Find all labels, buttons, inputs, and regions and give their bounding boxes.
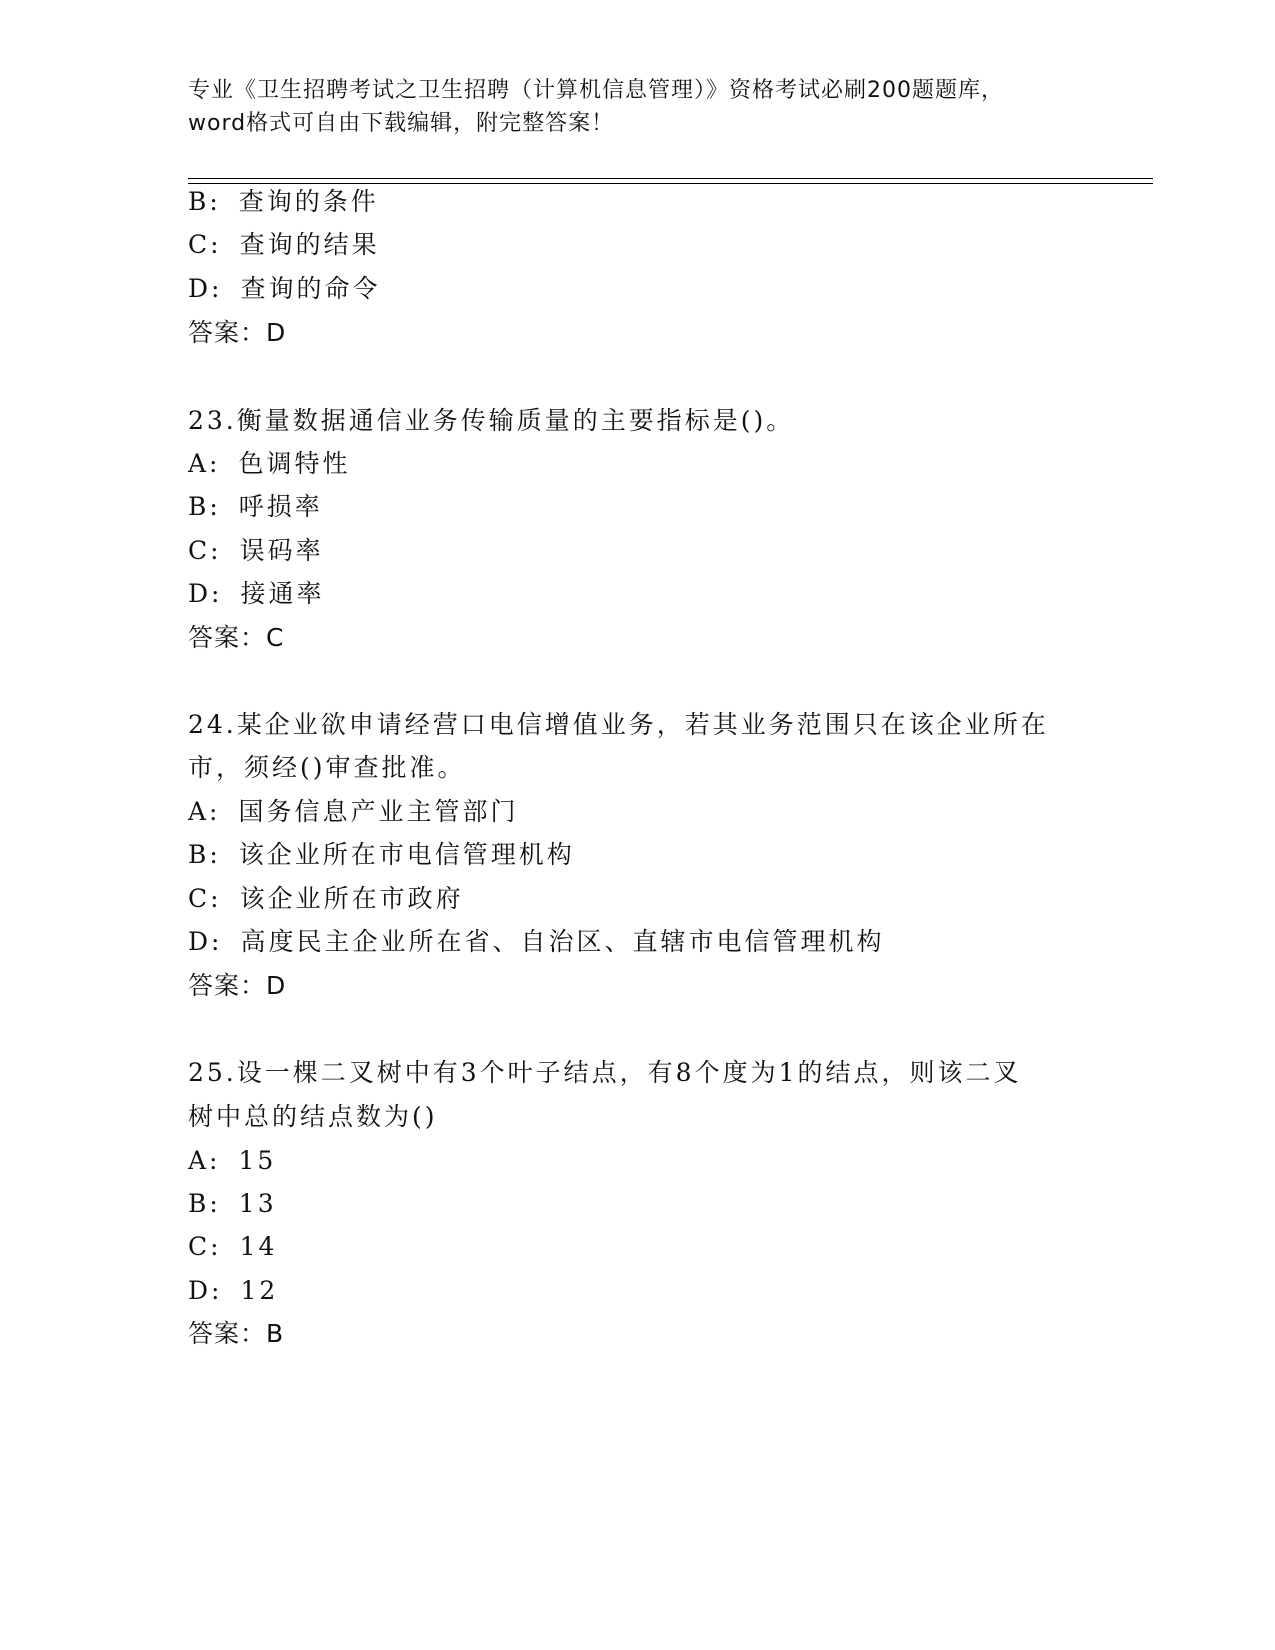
q24-option-a: A: 国务信息产业主管部门 <box>188 797 519 826</box>
header-divider-bottom <box>188 183 1153 184</box>
question-24-stem-line-1: 24.某企业欲申请经营口电信增值业务，若其业务范围只在该企业所在 <box>188 710 1049 739</box>
q23-answer: 答案：C <box>188 623 285 652</box>
q23-option-a: A: 色调特性 <box>188 449 351 478</box>
question-23-stem: 23.衡量数据通信业务传输质量的主要指标是()。 <box>188 406 795 435</box>
q25-option-a: A: 15 <box>188 1146 277 1175</box>
document-page <box>188 0 1153 1650</box>
q24-option-b: B: 该企业所在市电信管理机构 <box>188 840 575 869</box>
option-b: B: 查询的条件 <box>188 187 379 216</box>
q25-option-d: D: 12 <box>188 1276 279 1305</box>
document-header <box>188 74 1088 140</box>
q25-option-c: C: 14 <box>188 1232 278 1261</box>
q23-option-b: B: 呼损率 <box>188 492 323 521</box>
q23-option-c: C: 误码率 <box>188 536 324 565</box>
header-line-1: 专业《卫生招聘考试之卫生招聘（计算机信息管理）》资格考试必刷200题题库， <box>188 78 1004 103</box>
header-divider-top <box>188 178 1153 179</box>
header-line-2: word格式可自由下载编辑，附完整答案！ <box>188 111 615 136</box>
option-d: D: 查询的命令 <box>188 274 381 303</box>
q24-option-c: C: 该企业所在市政府 <box>188 884 464 913</box>
q25-answer: 答案：B <box>188 1319 285 1348</box>
option-c: C: 查询的结果 <box>188 230 380 259</box>
question-25-stem-line-2: 树中总的结点数为() <box>188 1102 438 1131</box>
q25-option-b: B: 13 <box>188 1189 277 1218</box>
q23-option-d: D: 接通率 <box>188 579 325 608</box>
q24-option-d: D: 高度民主企业所在省、自治区、直辖市电信管理机构 <box>188 927 885 956</box>
answer-line: 答案：D <box>188 318 287 347</box>
question-25-stem-line-1: 25.设一棵二叉树中有3个叶子结点，有8个度为1的结点，则该二叉 <box>188 1058 1022 1087</box>
question-24-stem-line-2: 市，须经()审查批准。 <box>188 753 466 782</box>
q24-answer: 答案：D <box>188 971 287 1000</box>
